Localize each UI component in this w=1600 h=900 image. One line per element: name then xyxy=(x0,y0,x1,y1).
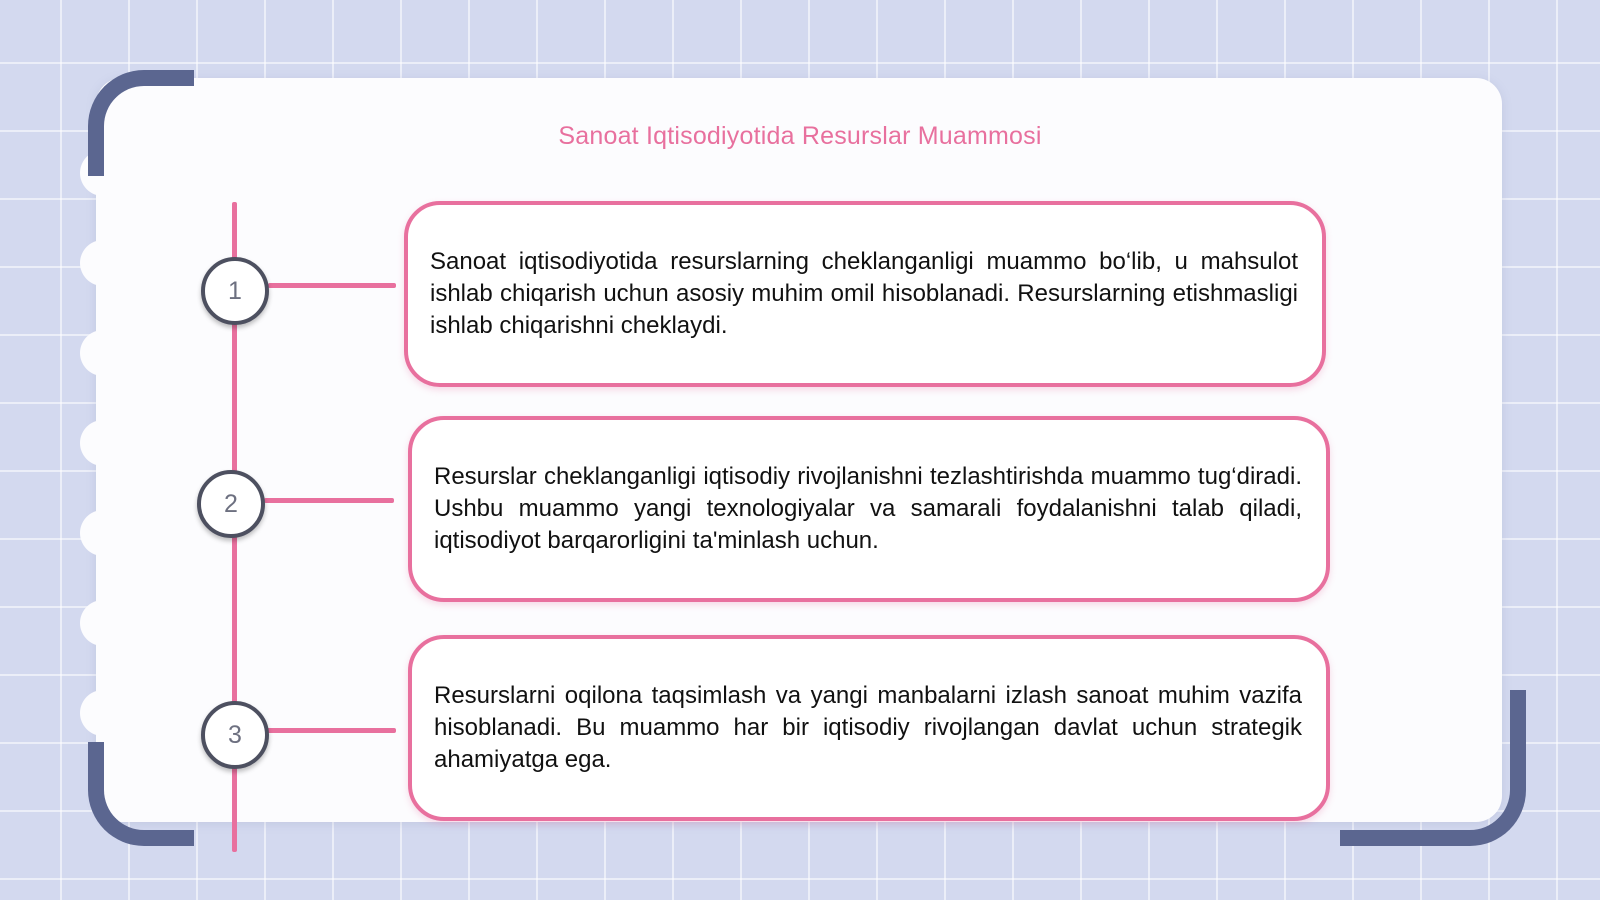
step-text: Resurslarni oqilona taqsimlash va yangi manbalarni izlash sanoat muhim vazifa hisoblanadi. Bu muammo har bir iqtisodiy rivojlangan davlat uchun strategik ahamiyatga ega. xyxy=(434,682,1302,773)
step-marker-3 xyxy=(201,701,269,769)
paper-tab xyxy=(80,240,126,286)
frame-corner-bottom-left xyxy=(88,742,194,846)
paper-tab xyxy=(80,600,126,646)
step-number: 3 xyxy=(228,720,242,749)
paper-tab xyxy=(80,330,126,376)
step-card-3 xyxy=(408,635,1330,821)
step-marker-1 xyxy=(201,257,269,325)
step-card-2 xyxy=(408,416,1330,602)
step-marker-2 xyxy=(197,470,265,538)
step-text: Resurslar cheklanganligi iqtisodiy rivojlanishni tezlashtirishda muammo tug‘diradi. Ushbu muammo yangi texnologiyalar va samarali foydalanishni talab qiladi, iqtisodiyot barqarorligini ta'minlash uchun. xyxy=(434,463,1302,554)
frame-corner-top-left xyxy=(88,70,194,176)
timeline-connector xyxy=(264,498,394,503)
step-number: 2 xyxy=(224,489,238,518)
step-card-1 xyxy=(404,201,1326,387)
timeline-connector xyxy=(268,283,396,288)
page-title: Sanoat Iqtisodiyotida Resurslar Muammosi xyxy=(558,122,1042,150)
timeline-connector xyxy=(266,728,396,733)
paper-tab xyxy=(80,690,126,736)
frame-corner-bottom-right xyxy=(1340,690,1526,846)
step-number: 1 xyxy=(228,276,242,305)
step-text: Sanoat iqtisodiyotida resurslarning cheklanganligi muammo bo‘lib, u mahsulot ishlab chiqarish uchun asosiy muhim omil hisoblanadi. Resurslarning etishmasligi ishlab chiqarishni cheklaydi. xyxy=(430,248,1298,339)
paper-tab xyxy=(80,510,126,556)
paper-tab xyxy=(80,420,126,466)
